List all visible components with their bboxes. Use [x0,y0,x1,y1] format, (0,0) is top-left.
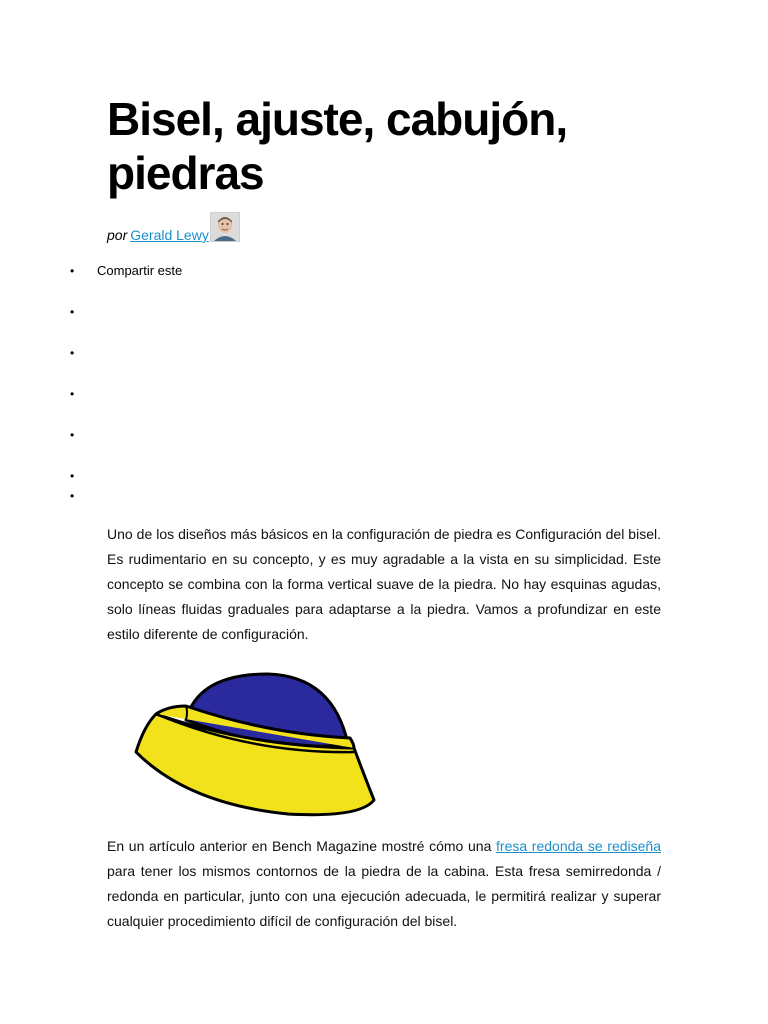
author-avatar-icon[interactable] [210,212,240,242]
byline [107,214,240,244]
bezel-setting-illustration [128,672,380,822]
article-page: Bisel, ajuste, cabujón, piedras por Gerald Lewy • Compartir este • • • • • • Uno de los diseños más básicos en la configuración de piedra es Configuración del bisel. Es rudimentario en su concepto, y es muy agradable a la vista en su simplicidad. Este concepto se combina con la forma vertical suave de la piedra. No hay esquinas agudas, solo líneas fluidas graduales para adaptarse a la piedra. Vamos a profundizar en este estilo diferente de configuración. En un artículo anterior en Bench Magazine mostré cómo una fresa redonda se rediseña para tener los mismos contornos de la piedra de la cabina. Esta fresa semirredonda / redonda en particular, junto con una ejecución adecuada, le permitirá realizar y superar cualquier procedimiento difícil de configuración del bisel. [0,0,768,1024]
paragraph-intro: Uno de los diseños más básicos en la configuración de piedra es Configuración del bisel. Es rudimentario en su concepto, y es muy agradable a la vista en su simplicidad. Este concepto se combina con la forma vertical suave de la piedra. No hay esquinas agudas, solo líneas fluidas graduales para adaptarse a la piedra. Vamos a profundizar en este estilo diferente de configuración. [107,526,661,642]
paragraph-followup-text-2: para tener los mismos contornos de la piedra de la cabina. Esta fresa semirredonda / redonda en particular, junto con una ejecución adecuada, le permitirá realizar y superar cualquier procedimiento difícil de configuración del bisel. [107,863,661,929]
share-label: Compartir este [97,263,183,278]
paragraph-followup-text-1: En un artículo anterior en Bench Magazine mostré cómo una [107,838,497,854]
burr-article-link[interactable]: fresa redonda se rediseña [496,838,661,854]
paragraph-followup [107,834,661,934]
author-link[interactable]: Gerald Lewy [130,227,209,243]
article-title: Bisel, ajuste, cabujón, piedras [107,93,568,199]
byline-prefix: por [107,227,128,243]
